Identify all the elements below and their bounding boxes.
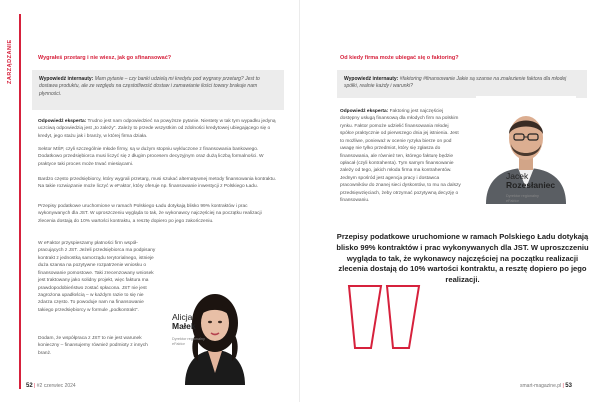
pull-quote: Przepisy podatkowe uruchomione w ramach Polskiego Ładu dotykają blisko 99% kontraktów i prac wykonywanych dla JST. W uproszczeniu wygląda to tak, że wykonawcy najczęściej na początku realizacji zlecenia dostają do 10% wartości kontraktu, a resztę dopiero po jego realizacji. [336,232,589,285]
issue-date: #2 czerwiec 2024 [36,383,76,389]
reader-question-text: Mam pytanie – czy banki udzielą mi kredytu pod wygrany przetarg? Jest to dostawa produktu, ale ze względu na częstotliwość dostaw i zamawianie ilości towary brakuje nam płynności. [39,76,260,97]
reader-question-box [32,70,284,110]
question-heading: Od kiedy firma może ubiegać się o faktoring? [340,55,459,61]
expert-answer-paragraph: Odpowiedź eksperta: Trudno jest nam odpowiedzieć na powyższe pytanie. Niestety w tak tym wypadku jedyną uczciwą odpowiedzią jest „to zależy”. Zależy to przede wszystkim od zdolności kredytowej ubiegającego się o kredyt, jego stażu jak i branży, w której firma działa. [38,119,276,139]
body-paragraph: Bardzo często przedsiębiorcy, który wygrali przetarg, musi szukać alternatywnej metody finansowania kontraktu. Na takie rozwiązanie może liczyć w eFaktor, który oferuje np. finansowanie inwestycji z Polskiego Ładu. [38,177,276,190]
page-number: 52 [26,383,33,389]
expert-answer-label: Odpowiedź eksperta: [340,109,389,114]
expert-role: Dyrektor regionalny eFaktor [506,194,539,204]
site-url: smart-magazine.pl [520,383,562,389]
reader-question-label: Wypowiedź internauty: [39,76,94,82]
quotation-mark-icon [345,282,425,352]
footer-separator: | [34,383,36,389]
expert-answer-label: Odpowiedź eksperta: [38,119,87,124]
reader-question-text: #faktoring #finansowanie Jakie są szanse na znalezienie faktora dla młodej spółki, realnie każdy i warunki? [344,76,567,90]
expert-answer-paragraph: Odpowiedź eksperta: Faktoring jest najczęściej dostępny usługą finansową dla młodych firm na polskim rynku. Faktor pomoże udzielić finansowania młodej spółce praktycznie od pierwszego dnia jej istnienia. Jest to możliwe, ponieważ w ocenie ryzyka bierze on pod uwagę nie tylko przedmiot, który się zgłasza do finansowania, ale również ten, którego fakturę będzie opłacał (czyli kontrahenta). Tym samym finansowanie zależy od tego, jakich młoda firma ma kontrahentów. Jednym spośród jest agencja pracy i dostawca pracowników do znanej sieci dyskontów, to mu na dalszy przedsięwzięciach, żeby otrzymać pozytywną decyzję o finansowaniu. [340,109,461,204]
page-number: 53 [565,383,572,389]
section-label: ZARZĄDZANIE [7,39,13,84]
expert-role: Dyrektor regionalny eFaktor [172,337,205,347]
body-paragraph: Przepisy podatkowe uruchomione w ramach Polskiego Ładu dotykają blisko 99% kontraktów i prac wykonywanych dla JST. W uproszczeniu wygląda to tak, że wykonawcy najczęściej na początku realizacji zlecenia dostają do 10% wartości kontraktu, a resztę dopiero po jego zakończeniu. [38,204,262,224]
reader-question-label: Wypowiedź internauty: [344,76,399,82]
body-paragraph: W eFaktor przyspieszamy płatności firm współpracujących z JST. Jeżeli przedsiębiorca ma podpisany kontrakt z jednostką samorządu terytorialnego, istnieje duża szansa na pozytywne rozpatrzenie wniosku o finansowanie pomostowe. Taki zrecenzowany wniosek jest traktowany jako solidny projekt, więc faktura ma prawdopodobieństwo zostać spłacona. JST nie jest zagrożona upadłością – w każdym razie to się nie zdarza często. To powoduje nam na finansowanie takiego przedsiębiorcy w formule „podkontrakt”. [38,241,156,313]
section-accent-bar [19,14,21,389]
reader-question-box [337,70,587,98]
body-paragraph: Sektor MŚP, czyli szczególnie młode firmy, są w dużym stopniu wykluczone z finansowania bankowego. Dodatkowo przedsiębiorca musi liczyć się z długim procesem decyzyjnym oraz dużą liczbą formalności. W praktyce taki proces może trwać miesiącami. [38,147,264,167]
body-paragraph: Dodam, że współpraca z JST to nie jest warunek konieczny – finansujemy również podmioty z innych branż. [38,336,148,356]
right-footer [520,383,572,389]
footer-separator: | [562,383,564,389]
expert-name: Jacek Rozesłaniec [506,171,556,191]
question-heading: Wygrałeś przetarg i nie wiesz, jak go sfinansować? [38,55,172,61]
left-footer [26,383,76,389]
expert-name: Alicja Małek [172,312,196,332]
